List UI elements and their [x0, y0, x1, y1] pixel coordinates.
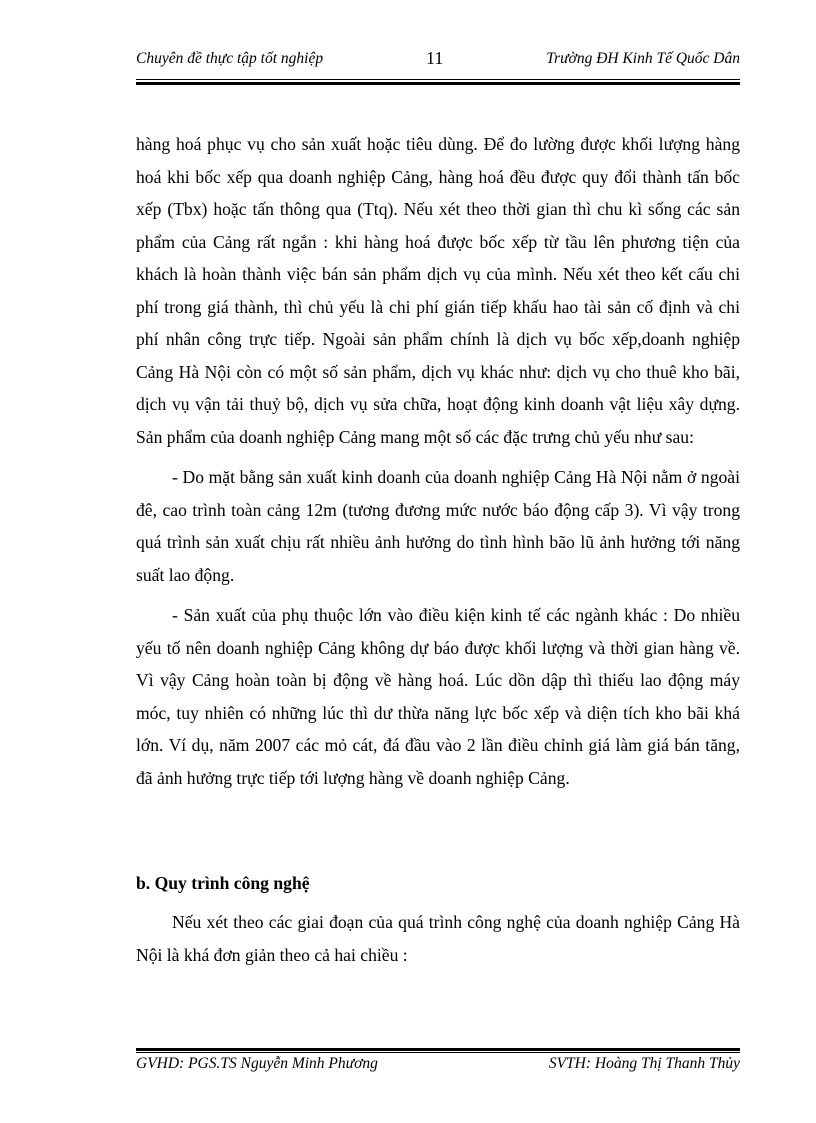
- page-number: 11: [426, 48, 444, 68]
- footer-student: SVTH: Hoàng Thị Thanh Thủy: [548, 1055, 740, 1072]
- page-footer: [136, 1055, 740, 1079]
- header-rule-thick: [136, 82, 740, 85]
- body-paragraph: - Do mặt bằng sản xuất kinh doanh của doanh nghiệp Cảng Hà Nội nằm ở ngoài đê, cao trình toàn cảng 12m (tương đương mức nước báo động cấp 3). Vì vậy trong quá trình sản xuất chịu rất nhiều ảnh hưởng do tình hình bão lũ ảnh hưởng tới năng suất lao động.: [136, 467, 740, 585]
- footer-rule-thick: [136, 1048, 740, 1051]
- header-rule-thin: [136, 79, 740, 80]
- footer-rule-thin: [136, 1052, 740, 1053]
- page-header: [136, 44, 740, 76]
- header-university: Trường ĐH Kinh Tế Quốc Dân: [546, 50, 740, 67]
- body-paragraph: Nếu xét theo các giai đoạn của quá trình công nghệ của doanh nghiệp Cảng Hà Nội là khá đơn giản theo cả hai chiều :: [136, 912, 740, 965]
- section-heading: b. Quy trình công nghệ: [136, 873, 310, 893]
- document-body: [136, 128, 740, 794]
- footer-supervisor: GVHD: PGS.TS Nguyễn Minh Phương: [136, 1055, 378, 1072]
- body-paragraph: hàng hoá phục vụ cho sản xuất hoặc tiêu dùng. Để đo lường được khối lượng hàng hoá khi bốc xếp qua doanh nghiệp Cảng, hàng hoá đều được quy đổi thành tấn bốc xếp (Tbx) hoặc tấn thông qua (Ttq). Nếu xét theo thời gian thì chu kì sống các sản phẩm của Cảng rất ngắn : khi hàng hoá được bốc xếp từ tầu lên phương tiện của khách là hoàn thành việc bán sản phẩm dịch vụ của mình. Nếu xét theo kết cấu chi phí trong giá thành, thì chủ yếu là chi phí gián tiếp khấu hao tài sản cố định và chi phí nhân công trực tiếp. Ngoài sản phẩm chính là dịch vụ bốc xếp,doanh nghiệp Cảng Hà Nội còn có một số sản phẩm, dịch vụ khác như: dịch vụ cho thuê kho bãi, dịch vụ vận tải thuỷ bộ, dịch vụ sửa chữa, hoạt động kinh doanh vật liệu xây dựng. Sản phẩm của doanh nghiệp Cảng mang một số các đặc trưng chủ yếu như sau:: [136, 134, 740, 447]
- header-course-title: Chuyên đề thực tập tốt nghiệp: [136, 50, 324, 67]
- body-paragraph: - Sản xuất của phụ thuộc lớn vào điều kiện kinh tế các ngành khác : Do nhiều yếu tố nên doanh nghiệp Cảng không dự báo được khối lượng và thời gian hàng về. Vì vậy Cảng hoàn toàn bị động về hàng hoá. Lúc dồn dập thì thiếu lao động máy móc, tuy nhiên có những lúc thì dư thừa năng lực bốc xếp và diện tích kho bãi khá lớn. Ví dụ, năm 2007 các mỏ cát, đá đầu vào 2 lần điều chỉnh giá làm giá bán tăng, đã ảnh hưởng trực tiếp tới lượng hàng về doanh nghiệp Cảng.: [136, 605, 740, 788]
